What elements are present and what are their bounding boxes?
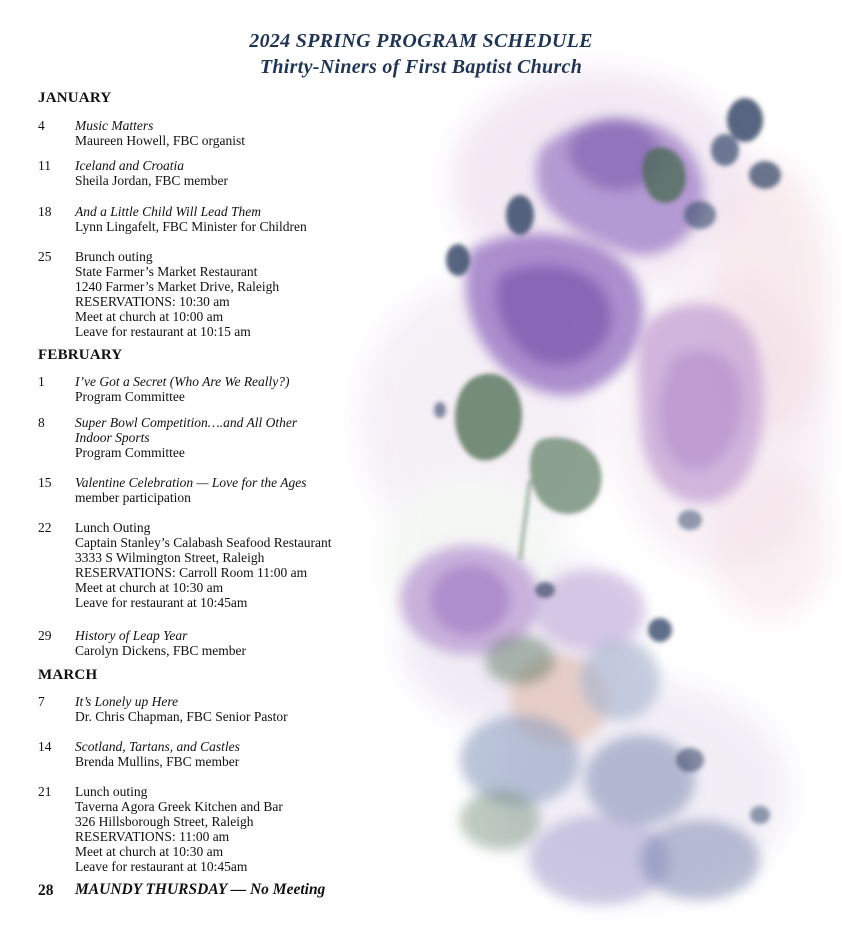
page-subtitle: Thirty-Niners of First Baptist Church bbox=[259, 56, 583, 78]
event-day: 29 bbox=[38, 628, 52, 643]
event-detail: 326 Hillsborough Street, Raleigh bbox=[75, 814, 254, 829]
event-title: And a Little Child Will Lead Them bbox=[75, 204, 262, 219]
event-detail: RESERVATIONS: 10:30 am bbox=[75, 294, 230, 309]
event-detail: Leave for restaurant at 10:15 am bbox=[75, 324, 251, 339]
event-day: 15 bbox=[38, 475, 52, 490]
event-detail: 1240 Farmer’s Market Drive, Raleigh bbox=[75, 279, 280, 294]
month-heading-march: MARCH bbox=[38, 667, 98, 683]
event-detail: RESERVATIONS: 11:00 am bbox=[75, 829, 230, 844]
event-title: MAUNDY THURSDAY — No Meeting bbox=[75, 881, 326, 898]
event-day: 7 bbox=[38, 694, 45, 709]
event-title: History of Leap Year bbox=[75, 628, 188, 643]
event-day: 8 bbox=[38, 415, 45, 430]
event-day: 22 bbox=[38, 520, 52, 535]
event-detail: State Farmer’s Market Restaurant bbox=[75, 264, 258, 279]
event-day: 1 bbox=[38, 374, 45, 389]
event-detail: Captain Stanley’s Calabash Seafood Restaurant bbox=[75, 535, 332, 550]
month-heading-february: FEBRUARY bbox=[38, 347, 123, 363]
event-presenter: Program Committee bbox=[75, 389, 185, 404]
event-title: I’ve Got a Secret (Who Are We Really?) bbox=[75, 374, 290, 389]
month-heading-january: JANUARY bbox=[38, 90, 112, 106]
event-detail: Meet at church at 10:30 am bbox=[75, 580, 224, 595]
event-presenter: Dr. Chris Chapman, FBC Senior Pastor bbox=[75, 709, 288, 724]
event-day: 25 bbox=[38, 249, 52, 264]
event-title: Indoor Sports bbox=[75, 430, 150, 445]
event-title: It’s Lonely up Here bbox=[75, 694, 179, 709]
event-title: Scotland, Tartans, and Castles bbox=[75, 739, 240, 754]
event-detail: Meet at church at 10:30 am bbox=[75, 844, 224, 859]
event-detail: Meet at church at 10:00 am bbox=[75, 309, 224, 324]
event-day: 21 bbox=[38, 784, 52, 799]
event-day: 4 bbox=[38, 118, 45, 133]
event-title: Valentine Celebration — Love for the Ages bbox=[75, 475, 307, 490]
event-day: 18 bbox=[38, 204, 52, 219]
event-presenter: member participation bbox=[75, 490, 191, 505]
event-title: Super Bowl Competition….and All Other bbox=[75, 415, 298, 430]
event-title: Iceland and Croatia bbox=[75, 158, 184, 173]
event-detail: Leave for restaurant at 10:45am bbox=[75, 595, 248, 610]
event-presenter: Brenda Mullins, FBC member bbox=[75, 754, 240, 769]
event-day: 14 bbox=[38, 739, 52, 754]
event-presenter: Sheila Jordan, FBC member bbox=[75, 173, 228, 188]
event-presenter: Carolyn Dickens, FBC member bbox=[75, 643, 246, 658]
event-detail: 3333 S Wilmington Street, Raleigh bbox=[75, 550, 265, 565]
event-detail: RESERVATIONS: Carroll Room 11:00 am bbox=[75, 565, 308, 580]
event-presenter: Lynn Lingafelt, FBC Minister for Children bbox=[75, 219, 307, 234]
event-title: Lunch Outing bbox=[75, 520, 151, 535]
event-title: Brunch outing bbox=[75, 249, 153, 264]
event-detail: Leave for restaurant at 10:45am bbox=[75, 859, 248, 874]
event-title: Music Matters bbox=[75, 118, 154, 133]
event-detail: Taverna Agora Greek Kitchen and Bar bbox=[75, 799, 283, 814]
event-presenter: Program Committee bbox=[75, 445, 185, 460]
event-day: 28 bbox=[38, 882, 54, 899]
page-title: 2024 SPRING PROGRAM SCHEDULE bbox=[249, 30, 593, 52]
event-day: 11 bbox=[38, 158, 51, 173]
event-title: Lunch outing bbox=[75, 784, 148, 799]
event-presenter: Maureen Howell, FBC organist bbox=[75, 133, 245, 148]
